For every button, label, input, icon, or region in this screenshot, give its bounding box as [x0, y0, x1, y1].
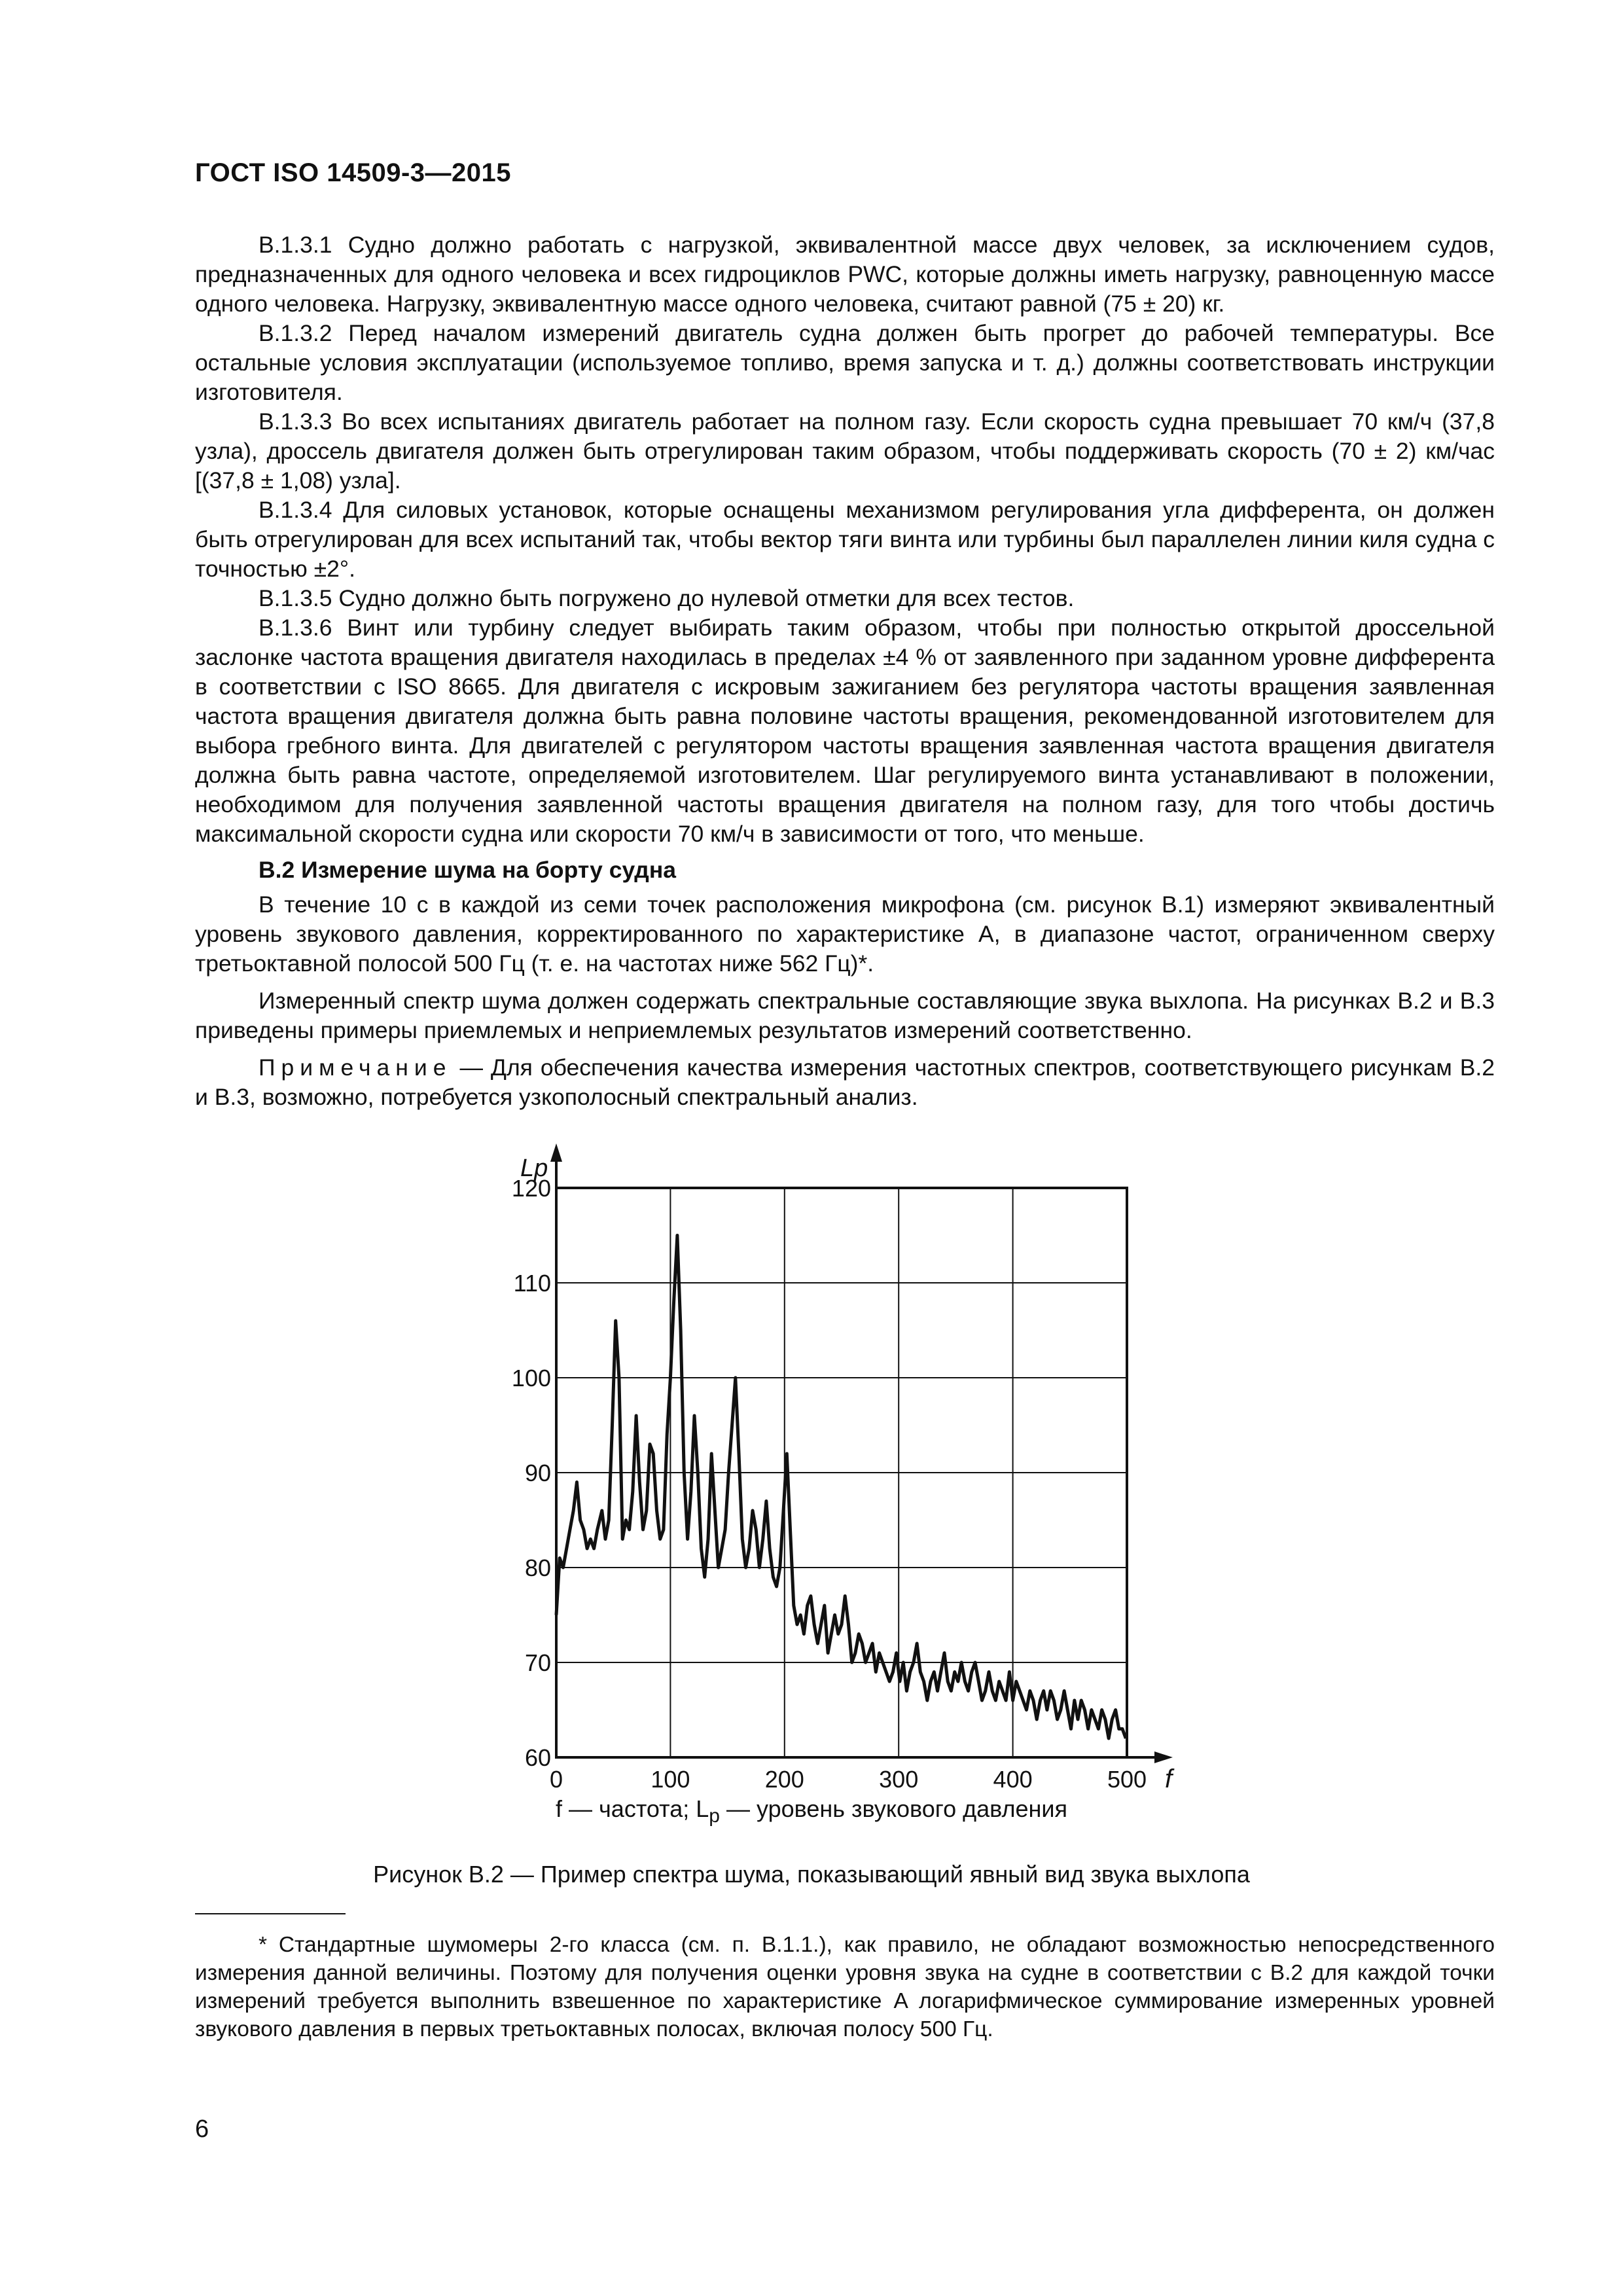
chart-tick-labels [512, 1175, 1147, 1793]
chart-legend-caption [0, 1795, 1623, 1827]
spectrum-chart [497, 1139, 1217, 1793]
paragraph-b134: B.1.3.4 Для силовых установок, которые оснащены механизмом регулирования угла дифферента, он должен быть отрегулирован для всех испытаний так, чтобы вектор тяги винта или турбины был параллелен линии киля судна с точностью ±2°. [195, 497, 1495, 582]
y-axis-label: Lp [520, 1155, 548, 1182]
x-tick-label: 100 [651, 1766, 690, 1793]
chart-grid [556, 1188, 1127, 1757]
figure-caption: Рисунок B.2 — Пример спектра шума, показывающий явный вид звука выхлопа [373, 1861, 1250, 1888]
legend-subscript: p [709, 1805, 720, 1827]
page-number: 6 [195, 2115, 209, 2143]
y-tick-label: 100 [511, 1365, 551, 1391]
x-tick-label: 400 [993, 1766, 1033, 1793]
x-axis-arrowhead [1154, 1751, 1173, 1763]
footnote-text: * Стандартные шумомеры 2-го класса (см. п. B.1.1.), как правило, не обладают возможностью непосредственного измерения данной величины. Поэтому для получения оценки уровня звука на судне в соответствии с B.2 для каждой точки измерений требуется выполнить взвешенное по характеристике A логарифмическое суммирование измеренных уровней звукового давления в первых третьоктавных полосах, включая полосу 500 Гц. [195, 1933, 1495, 2041]
paragraph-b2-spectrum: Измеренный спектр шума должен содержать спектральные составляющие звука выхлопа. На рисунках B.2 и B.3 приведены примеры приемлемых и неприемлемых результатов измерений соответственно. [195, 988, 1495, 1043]
paragraph-b2-measurement: В течение 10 с в каждой из семи точек расположения микрофона (см. рисунок B.1) измеряют эквивалентный уровень звукового давления, корректированного по характеристике A, в диапазоне частот, ограниченном сверху третьоктавной полосой 500 Гц (т. е. на частотах ниже 562 Гц)*. [195, 891, 1495, 977]
paragraph-b132: B.1.3.2 Перед началом измерений двигатель судна должен быть прогрет до рабочей температуры. Все остальные условия эксплуатации (используемое топливо, время запуска и т. д.) должны соответствовать инструкции изготовителя. [195, 320, 1495, 405]
x-tick-label: 500 [1107, 1766, 1147, 1793]
paragraph-b133: B.1.3.3 Во всех испытаниях двигатель работает на полном газу. Если скорость судна превышает 70 км/ч (37,8 узла), дроссель двигателя должен быть отрегулирован таким образом, чтобы поддерживать скорость (70 ± 2) км/час [(37,8 ± 1,08) узла]. [195, 408, 1495, 493]
footnote [195, 1931, 1495, 2043]
x-tick-label: 300 [879, 1766, 919, 1793]
y-tick-label: 60 [524, 1744, 551, 1771]
body-text [195, 230, 1495, 1112]
y-tick-label: 110 [513, 1270, 551, 1297]
x-axis-label: f [1165, 1765, 1173, 1793]
y-tick-label: 80 [524, 1554, 551, 1581]
y-tick-label: 70 [524, 1649, 551, 1676]
paragraph-b136: B.1.3.6 Винт или турбину следует выбирать таким образом, чтобы при полностью открытой дроссельной заслонке частота вращения двигателя находилась в пределах ±4 % от заявленного при заданном уровне дифферента в соответствии с ISO 8665. Для двигателя с искровым зажиганием без регулятора частоты вращения заявленная частота вращения двигателя должна быть равна половине частоты вращения, рекомендованной изготовителем для выбора гребного винта. Для двигателей с регулятором частоты вращения заявленная частота вращения двигателя должна быть равна частоте, определяемой изготовителем. Шаг регулируемого винта устанавливают в положении, необходимом для получения заявленной частоты вращения двигателя на полном газу, для того чтобы достичь максимальной скорости судна или скорости 70 км/ч в зависимости от того, что меньше. [195, 615, 1495, 847]
y-axis-arrowhead [550, 1143, 562, 1162]
x-tick-label: 0 [549, 1766, 563, 1793]
y-tick-label: 90 [524, 1460, 551, 1486]
x-tick-label: 200 [764, 1766, 804, 1793]
note-text: — Для обеспечения качества измерения частотных спектров, соответствующего рисункам B.2 и B.3, возможно, потребуется узкополосный спектральный анализ. [195, 1054, 1495, 1110]
section-heading-b2: B.2 Измерение шума на борту судна [259, 857, 677, 883]
legend-text-post: — уровень звукового давления [719, 1795, 1067, 1822]
document-header: ГОСТ ISO 14509-3—2015 [195, 158, 511, 187]
y-tick-label: 120 [511, 1175, 551, 1202]
note-label: Примечание [259, 1054, 452, 1081]
footnote-divider [195, 1913, 346, 1914]
note-paragraph [195, 1053, 1495, 1112]
paragraph-b131: B.1.3.1 Судно должно работать с нагрузкой, эквивалентной массе двух человек, за исключением судов, предназначенных для одного человека и всех гидроциклов PWC, которые должны иметь нагрузку, равноценную массе одного человека. Нагрузку, эквивалентную массе одного человека, считают равной (75 ± 20) кг. [195, 232, 1495, 317]
spectrum-chart-svg [497, 1139, 1217, 1793]
paragraph-b135: B.1.3.5 Судно должно быть погружено до нулевой отметки для всех тестов. [259, 585, 1075, 611]
legend-text-pre: f — частота; L [556, 1795, 709, 1822]
